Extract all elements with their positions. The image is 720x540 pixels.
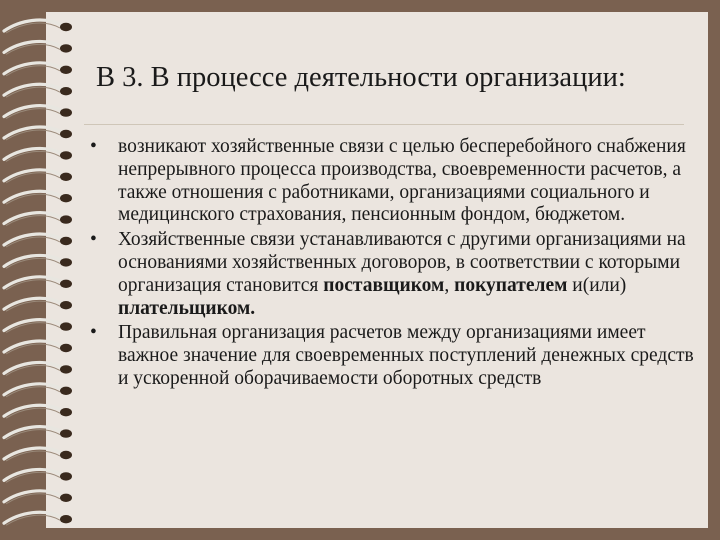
- binding-ring: [4, 512, 72, 525]
- bullet-text-part: и(или): [567, 274, 627, 296]
- binding-ring: [4, 448, 72, 461]
- binding-hole: [60, 66, 72, 74]
- bullet-text: [118, 229, 686, 318]
- bullet-marker: •: [90, 322, 97, 344]
- binding-hole: [60, 387, 72, 395]
- binding-hole: [60, 173, 72, 181]
- slide-title: В 3. В процессе деятельности организации:: [96, 62, 626, 93]
- binding-ring: [4, 405, 72, 418]
- binding-hole: [60, 408, 72, 416]
- bullet-marker: •: [90, 136, 97, 157]
- binding-ring: [4, 191, 72, 204]
- binding-hole: [60, 237, 72, 245]
- binding-ring: [4, 106, 72, 119]
- binding-hole: [60, 494, 72, 502]
- binding-hole: [60, 151, 72, 159]
- binding-hole: [60, 130, 72, 138]
- binding-ring: [4, 41, 72, 54]
- binding-ring: [4, 213, 72, 226]
- binding-hole: [60, 258, 72, 266]
- binding-hole: [60, 215, 72, 223]
- binding-ring: [4, 341, 72, 354]
- binding-hole: [60, 451, 72, 459]
- binding-ring: [4, 127, 72, 140]
- binding-ring: [4, 491, 72, 504]
- binding-hole: [60, 280, 72, 288]
- bold-term-buyer: покупателем: [454, 274, 568, 296]
- binding-ring: [4, 384, 72, 397]
- binding-ring: [4, 469, 72, 482]
- binding-ring: [4, 234, 72, 247]
- binding-ring: [4, 320, 72, 333]
- binding-hole: [60, 322, 72, 330]
- binding-ring: [4, 255, 72, 268]
- binding-hole: [60, 301, 72, 309]
- bullet-item-3: [90, 322, 700, 390]
- bold-term-payer: плательщиком.: [118, 297, 256, 319]
- spiral-binding: [0, 12, 80, 528]
- binding-hole: [60, 194, 72, 202]
- bullet-item-1: [90, 136, 700, 227]
- bullet-marker: •: [90, 229, 97, 251]
- bold-term-supplier: поставщиком: [323, 274, 445, 296]
- binding-ring: [4, 63, 72, 76]
- binding-hole: [60, 23, 72, 31]
- binding-ring: [4, 20, 72, 33]
- binding-ring: [4, 362, 72, 375]
- binding-hole: [60, 44, 72, 52]
- binding-hole: [60, 108, 72, 116]
- bullet-text: Правильная организация расчетов между организациями имеет важное значение для своевременных поступлений денежных средств и ускоренной оборачиваемости оборотных средств: [118, 322, 694, 389]
- binding-hole: [60, 87, 72, 95]
- binding-hole: [60, 515, 72, 523]
- binding-ring: [4, 277, 72, 290]
- title-divider: [84, 124, 684, 125]
- binding-hole: [60, 429, 72, 437]
- binding-hole: [60, 365, 72, 373]
- bullet-text-part: ,: [444, 274, 455, 296]
- binding-ring: [4, 148, 72, 161]
- binding-ring: [4, 427, 72, 440]
- binding-hole: [60, 472, 72, 480]
- bullet-text: возникают хозяйственные связи с целью бесперебойного снабжения непрерывного процесса производства, своевременности расчетов, а также отношения с работниками, организациями социального и медицинского страхования, пенсионным фондом, бюджетом.: [118, 136, 686, 226]
- binding-ring: [4, 298, 72, 311]
- bullet-list: [90, 136, 700, 393]
- binding-ring: [4, 84, 72, 97]
- binding-hole: [60, 344, 72, 352]
- binding-ring: [4, 170, 72, 183]
- bullet-item-2: [90, 229, 700, 320]
- bullet-text-part: Хозяйственные связи устанавливаются с другими организациями на основаниями хозяйственных договоров, в соответствии с которыми организация становится: [118, 229, 686, 296]
